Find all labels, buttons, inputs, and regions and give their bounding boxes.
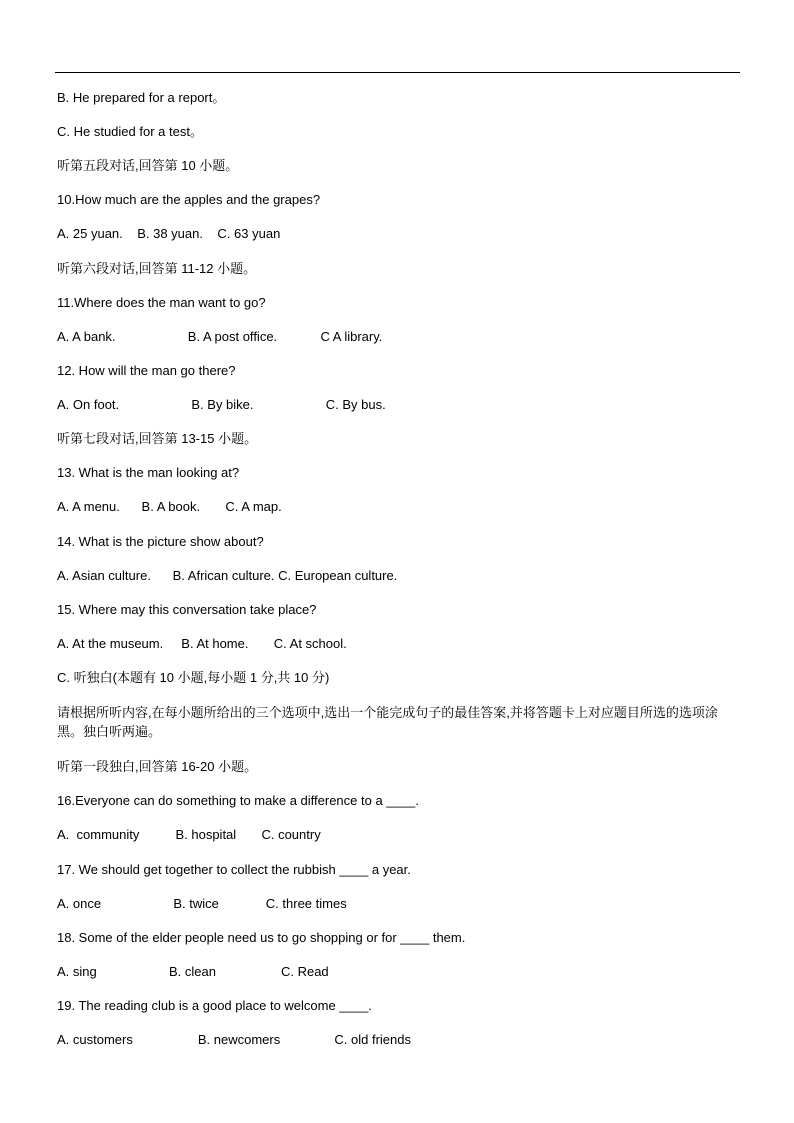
question-17: 17. We should get together to collect the rubbish ____ a year. [57,862,411,877]
question-11-options: A. A bank. B. A post office. C A library. [57,329,383,344]
question-12-options: A. On foot. B. By bike. C. By bus. [57,397,386,412]
question-10-options: A. 25 yuan. B. 38 yuan. C. 63 yuan [57,226,281,241]
question-18-options: A. sing B. clean C. Read [57,964,329,979]
question-14: 14. What is the picture show about? [57,534,264,549]
question-11: 11.Where does the man want to go? [57,295,266,310]
section-dialogue-7-instruction: 听第七段对话,回答第 13-15 小题。 [57,431,258,446]
question-10: 10.How much are the apples and the grapes? [57,192,321,207]
section-dialogue-5-instruction: 听第五段对话,回答第 10 小题。 [57,158,239,173]
question-19: 19. The reading club is a good place to welcome ____. [57,998,372,1013]
question-15: 15. Where may this conversation take place? [57,602,317,617]
question-17-options: A. once B. twice C. three times [57,896,347,911]
section-monologue-1-instruction: 听第一段独白,回答第 16-20 小题。 [57,759,258,774]
question-13-options: A. A menu. B. A book. C. A map. [57,499,282,514]
question-16-options: A. community B. hospital C. country [57,827,321,842]
section-c-instructions: 请根据所听内容,在每小题所给出的三个选项中,选出一个能完成句子的最佳答案,并将答题卡上对应题目所选的选项涂黑。独白听两遍。 [57,705,718,739]
question-13: 13. What is the man looking at? [57,465,240,480]
section-c-heading: C. 听独白(本题有 10 小题,每小题 1 分,共 10 分) [57,670,330,685]
question-16: 16.Everyone can do something to make a difference to a ____. [57,793,419,808]
header-rule [55,72,740,73]
question-14-options: A. Asian culture. B. African culture. C. European culture. [57,568,398,583]
question-18: 18. Some of the elder people need us to go shopping or for ____ them. [57,930,466,945]
question-15-options: A. At the museum. B. At home. C. At school. [57,636,347,651]
question-12: 12. How will the man go there? [57,363,236,378]
q9-option-b: B. He prepared for a report。 [57,90,226,105]
question-19-options: A. customers B. newcomers C. old friends [57,1032,411,1047]
section-dialogue-6-instruction: 听第六段对话,回答第 11-12 小题。 [57,261,257,276]
q9-option-c: C. He studied for a test。 [57,124,203,139]
